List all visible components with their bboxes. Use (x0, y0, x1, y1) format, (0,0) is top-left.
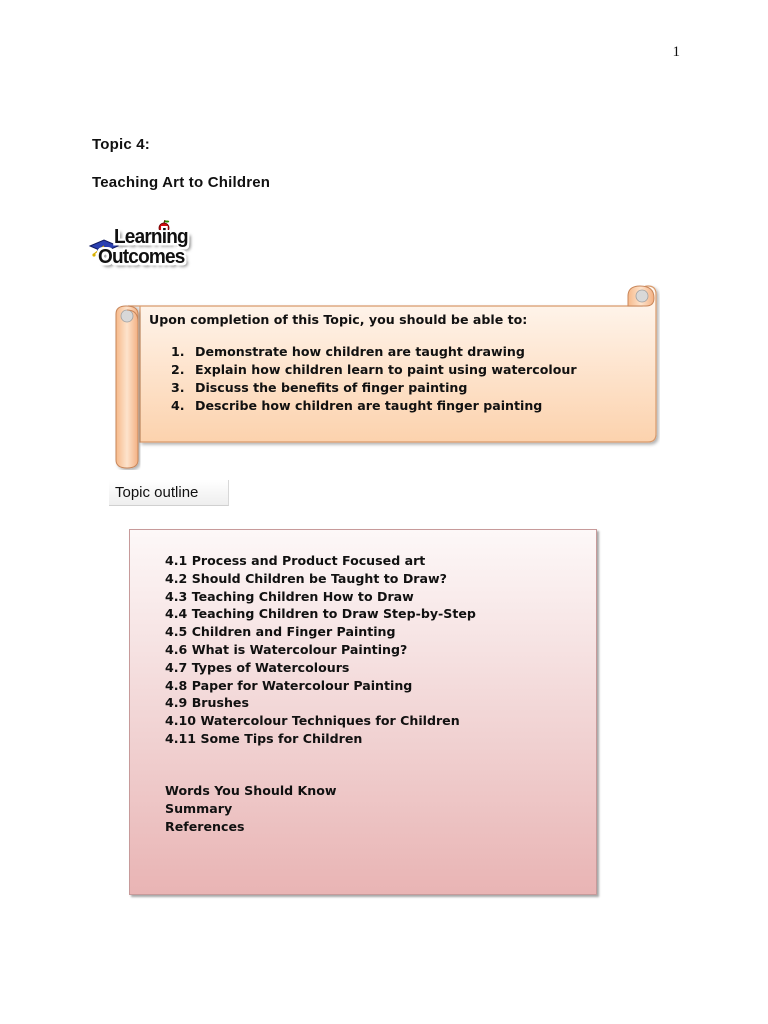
outcome-item (171, 343, 639, 361)
learning-outcomes-line2: Outcomes (98, 246, 185, 269)
outline-item: 4.4 Teaching Children to Draw Step-by-Step (165, 606, 476, 622)
outcomes-content (149, 312, 639, 415)
outline-item: 4.5 Children and Finger Painting (165, 624, 396, 640)
outcome-text: Describe how children are taught finger painting (195, 398, 543, 413)
outcome-number: 1. (171, 344, 185, 359)
outline-list (165, 552, 476, 748)
outline-extra-item: References (165, 819, 245, 834)
topic-outline-heading: Topic outline (109, 480, 229, 506)
outcome-text: Demonstrate how children are taught drawing (195, 344, 525, 359)
outcomes-list (149, 343, 639, 415)
outcome-item (171, 379, 639, 397)
outcome-text: Explain how children learn to paint using watercolour (195, 362, 577, 377)
outline-item: 4.2 Should Children be Taught to Draw? (165, 570, 447, 586)
outcome-number: 4. (171, 398, 185, 413)
outcome-item (171, 397, 639, 415)
learning-outcomes-scroll (112, 284, 660, 470)
outline-item: 4.8 Paper for Watercolour Painting (165, 677, 413, 693)
outline-item: 4.7 Types of Watercolours (165, 659, 350, 675)
topic-outline-box (129, 529, 597, 895)
topic-title: Teaching Art to Children (92, 174, 271, 191)
page-number: 1 (672, 44, 680, 60)
outcome-item (171, 361, 639, 379)
outcome-number: 2. (171, 362, 185, 377)
outcome-text: Discuss the benefits of finger painting (195, 380, 468, 395)
outcome-number: 3. (171, 380, 185, 395)
outline-item: 4.11 Some Tips for Children (165, 730, 363, 746)
outline-item: 4.6 What is Watercolour Painting? (165, 641, 408, 657)
outline-item: 4.3 Teaching Children How to Draw (165, 588, 414, 604)
outline-extra-item: Words You Should Know (165, 783, 337, 798)
learning-outcomes-logo (88, 220, 198, 272)
learning-outcomes-line1: Learning (114, 226, 188, 249)
outline-item: 4.1 Process and Product Focused art (165, 553, 426, 568)
outcomes-intro: Upon completion of this Topic, you should be able to: (149, 312, 528, 327)
outline-item: 4.9 Brushes (165, 695, 249, 711)
outline-extras-list (165, 782, 337, 836)
outline-extra-item: Summary (165, 801, 233, 816)
outline-item: 4.10 Watercolour Techniques for Children (165, 713, 460, 729)
topic-label: Topic 4: (92, 136, 150, 153)
